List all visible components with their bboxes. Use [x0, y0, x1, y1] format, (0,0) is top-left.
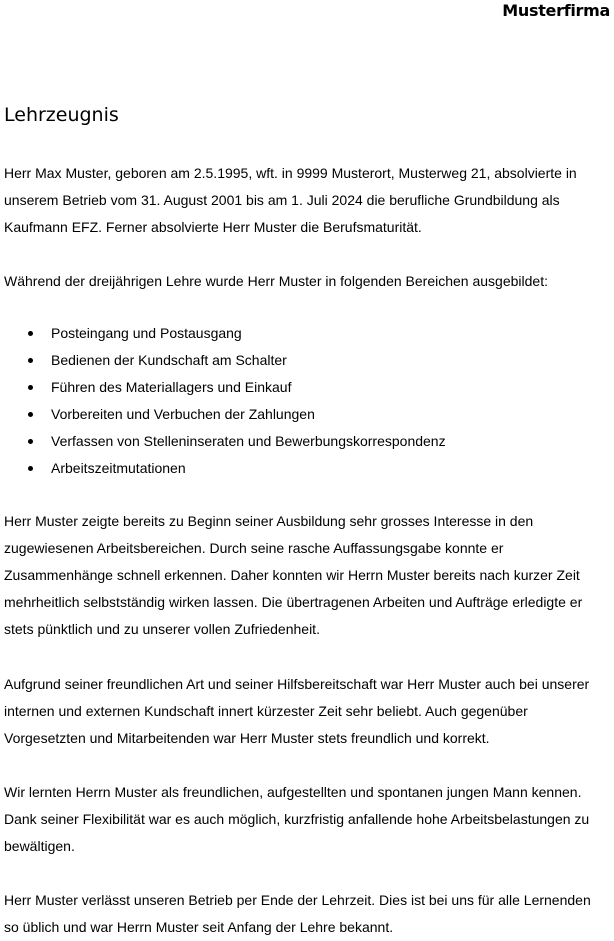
list-item	[0, 347, 604, 374]
list-item	[0, 455, 604, 482]
bullet-icon	[28, 439, 33, 444]
list-item-text: Bedienen der Kundschaft am Schalter	[51, 352, 287, 368]
bullet-icon	[28, 466, 33, 471]
bullet-icon	[28, 358, 33, 363]
bullet-icon	[28, 331, 33, 336]
departure-paragraph: Herr Muster verlässt unseren Betrieb per Ende der Lehrzeit. Dies ist bei uns für alle Lernenden so üblich und war Herrn Muster seit Anfang der Lehre bekannt.	[4, 892, 591, 935]
document-title: Lehrzeugnis	[4, 104, 119, 126]
company-name: Musterfirma	[502, 1, 610, 20]
assessment-paragraph-personality: Wir lernten Herrn Muster als freundlichen, aufgestellten und spontanen jungen Mann kennen. Dank seiner Flexibilität war es auch möglich, kurzfristig anfallende hohe Arbeitsbelastungen zu bewältigen.	[4, 784, 590, 854]
training-list-lead: Während der dreijährigen Lehre wurde Herr Muster in folgenden Bereichen ausgebildet:	[4, 273, 548, 289]
list-item-text: Verfassen von Stelleninseraten und Bewerbungskorrespondenz	[51, 433, 446, 449]
list-item-text: Führen des Materiallagers und Einkauf	[51, 379, 292, 395]
assessment-paragraph-interest: Herr Muster zeigte bereits zu Beginn seiner Ausbildung sehr grosses Interesse in den zugewiesenen Arbeitsbereichen. Durch seine rasche Auffassungsgabe konnte er Zusammenhänge schnell erkennen. Daher konnten wir Herrn Muster bereits nach kurzer Zeit mehrheitlich selbstständig wirken lassen. Die übertragenen Arbeiten und Aufträge erledigte er stets pünktlich und zu unserer vollen Zufriedenheit.	[4, 513, 583, 637]
list-item	[0, 374, 604, 401]
bullet-icon	[28, 385, 33, 390]
assessment-paragraph-behaviour: Aufgrund seiner freundlichen Art und seiner Hilfsbereitschaft war Herr Muster auch bei unserer internen und externen Kundschaft innert kürzester Zeit sehr beliebt. Auch gegenüber Vorgesetzten und Mitarbeitenden war Herr Muster stets freundlich und korrekt.	[4, 676, 590, 746]
list-item-text: Vorbereiten und Verbuchen der Zahlungen	[51, 406, 315, 422]
bullet-icon	[28, 412, 33, 417]
intro-paragraph: Herr Max Muster, geboren am 2.5.1995, wft. in 9999 Musterort, Musterweg 21, absolvierte in unserem Betrieb vom 31. August 2001 bis am 1. Juli 2024 die berufliche Grundbildung als Kaufmann EFZ. Ferner absolvierte Herr Muster die Berufsmaturität.	[4, 165, 577, 235]
list-item	[0, 428, 604, 455]
training-areas-list	[0, 320, 604, 482]
list-item	[0, 320, 604, 347]
list-item-text: Posteingang und Postausgang	[51, 325, 242, 341]
list-item	[0, 401, 604, 428]
list-item-text: Arbeitszeitmutationen	[51, 460, 186, 476]
